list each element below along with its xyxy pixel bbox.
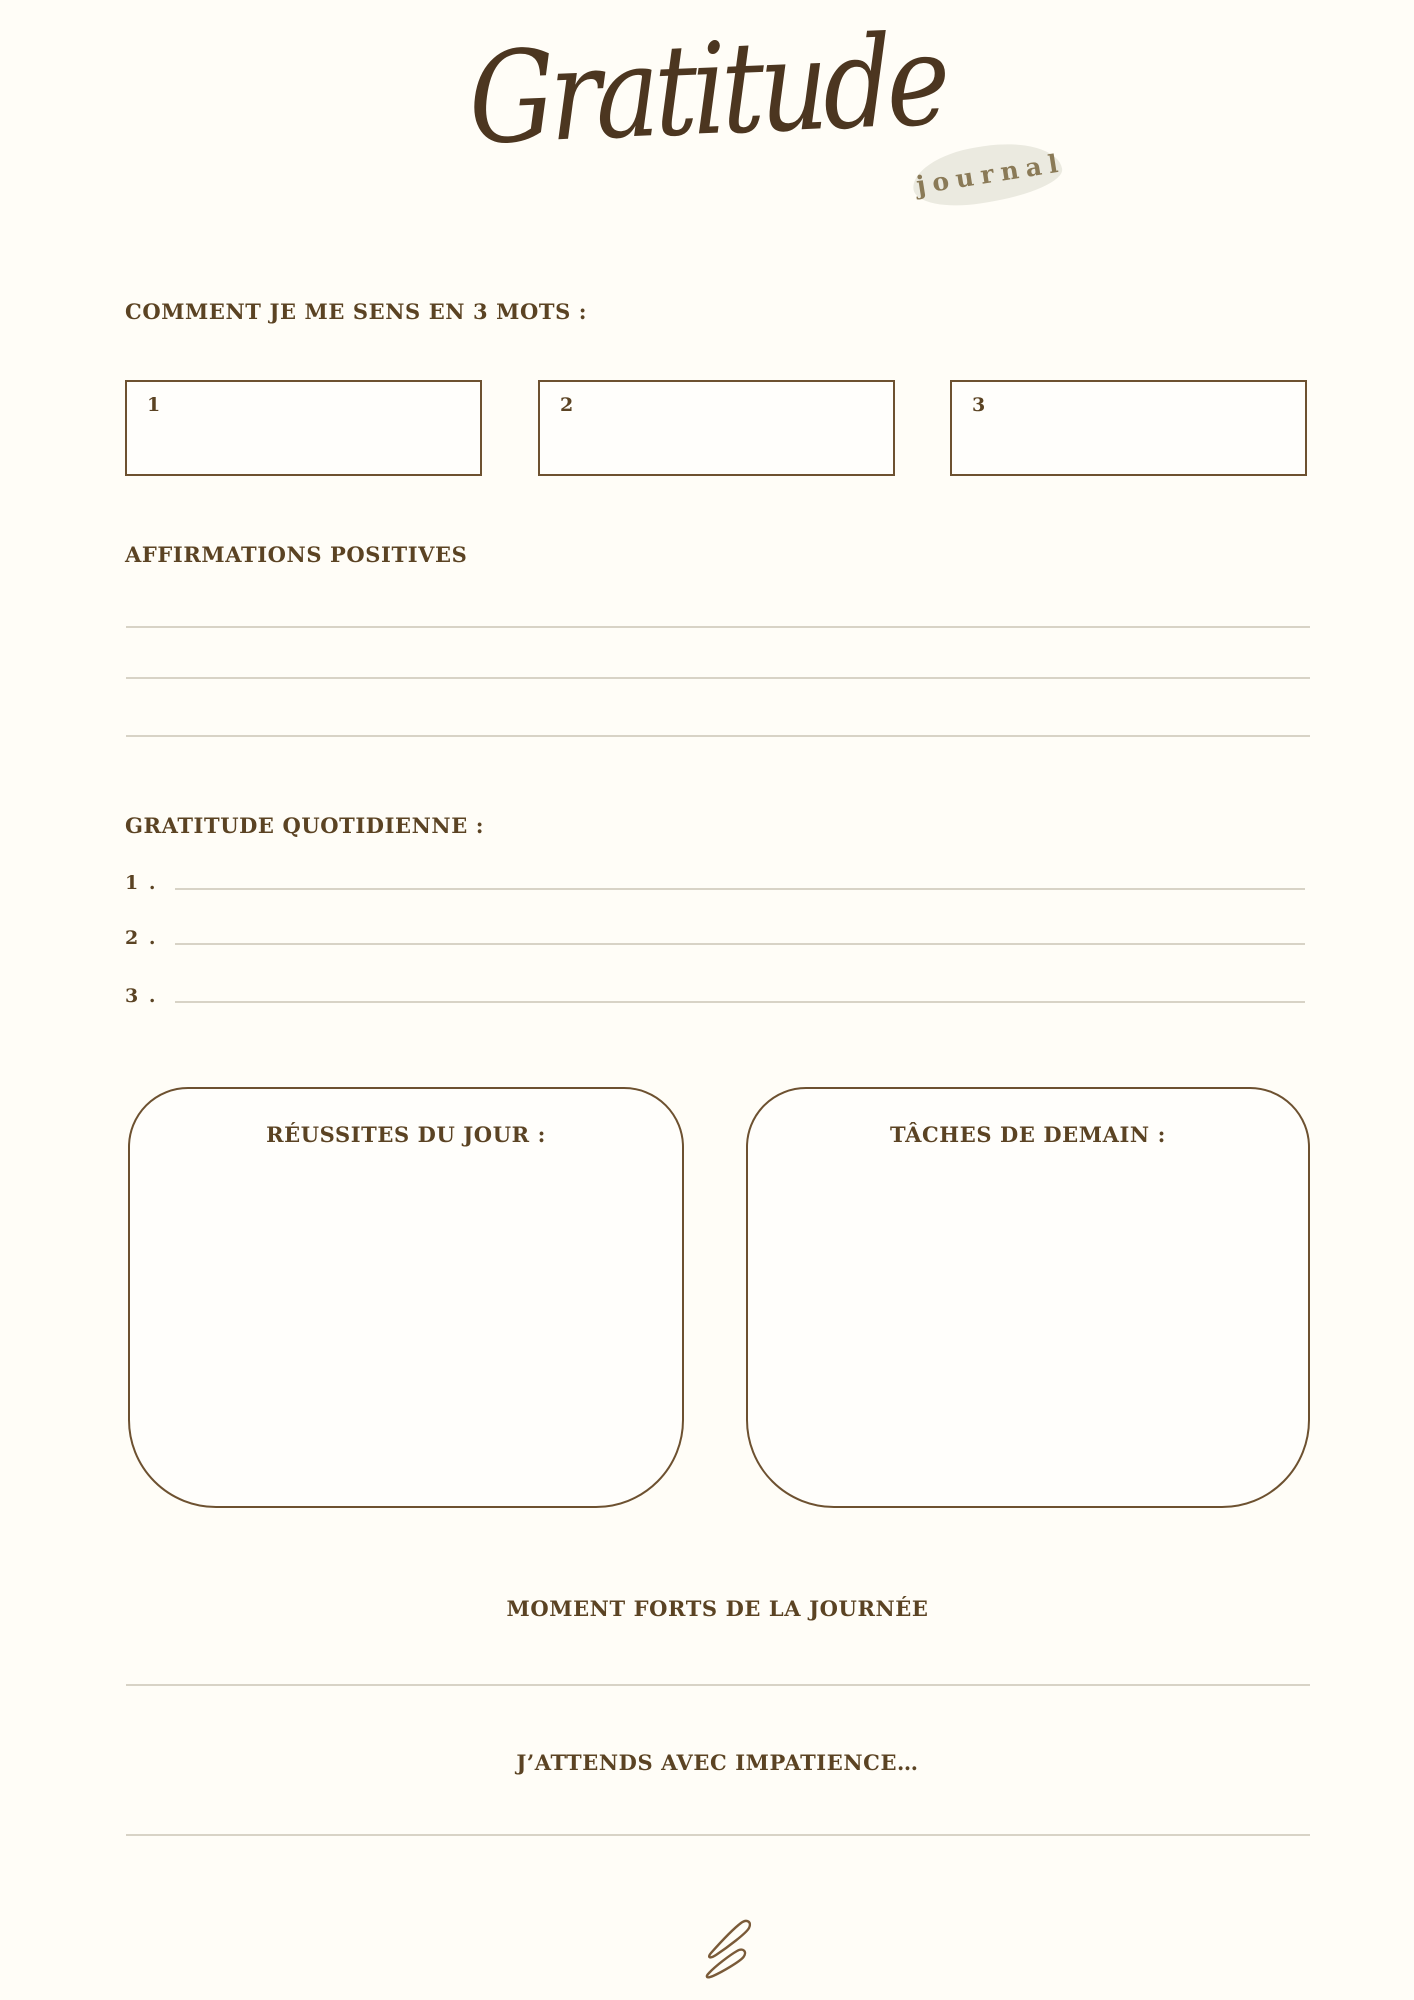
brand-logo-icon <box>703 1916 759 1982</box>
tomorrow-tasks-box[interactable] <box>746 1087 1310 1508</box>
affirmations-heading: AFFIRMATIONS POSITIVES <box>125 542 468 567</box>
affirmations-writing-line-1[interactable] <box>126 626 1310 628</box>
feeling-word-box-3-number: 3 <box>972 394 986 416</box>
feeling-word-box-2-number: 2 <box>560 394 574 416</box>
gratitude-item-3-writing-line[interactable] <box>175 1001 1305 1003</box>
affirmations-writing-line-3[interactable] <box>126 735 1310 737</box>
journal-badge-label: journal <box>914 147 1067 200</box>
daily-wins-heading: RÉUSSITES DU JOUR : <box>266 1122 546 1147</box>
affirmations-writing-line-2[interactable] <box>126 677 1310 679</box>
page-title <box>0 6 1414 173</box>
feeling-word-box-1[interactable] <box>125 380 482 476</box>
looking-forward-heading: J’ATTENDS AVEC IMPATIENCE… <box>516 1750 919 1775</box>
feelings-heading: COMMENT JE ME SENS EN 3 MOTS : <box>125 299 588 324</box>
gratitude-item-row-1[interactable] <box>125 866 1305 894</box>
feeling-word-box-3[interactable] <box>950 380 1307 476</box>
gratitude-item-row-3[interactable] <box>125 979 1305 1007</box>
gratitude-item-2-writing-line[interactable] <box>175 943 1305 945</box>
gratitude-item-3-number: 3 . <box>125 985 158 1007</box>
tomorrow-tasks-heading: TÂCHES DE DEMAIN : <box>890 1122 1166 1147</box>
gratitude-item-row-2[interactable] <box>125 921 1305 949</box>
looking-forward-writing-line[interactable] <box>126 1834 1310 1836</box>
gratitude-item-1-writing-line[interactable] <box>175 888 1305 890</box>
gratitude-item-2-number: 2 . <box>125 927 158 949</box>
gratitude-item-1-number: 1 . <box>125 872 158 894</box>
title-script-text: Gratitude <box>466 6 948 173</box>
journal-badge <box>909 135 1066 214</box>
feeling-word-box-2[interactable] <box>538 380 895 476</box>
daily-gratitude-heading: GRATITUDE QUOTIDIENNE : <box>125 813 485 838</box>
highlights-writing-line[interactable] <box>126 1684 1310 1686</box>
feeling-word-box-1-number: 1 <box>147 394 161 416</box>
highlights-heading: MOMENT FORTS DE LA JOURNÉE <box>506 1596 929 1621</box>
daily-wins-box[interactable] <box>128 1087 684 1508</box>
